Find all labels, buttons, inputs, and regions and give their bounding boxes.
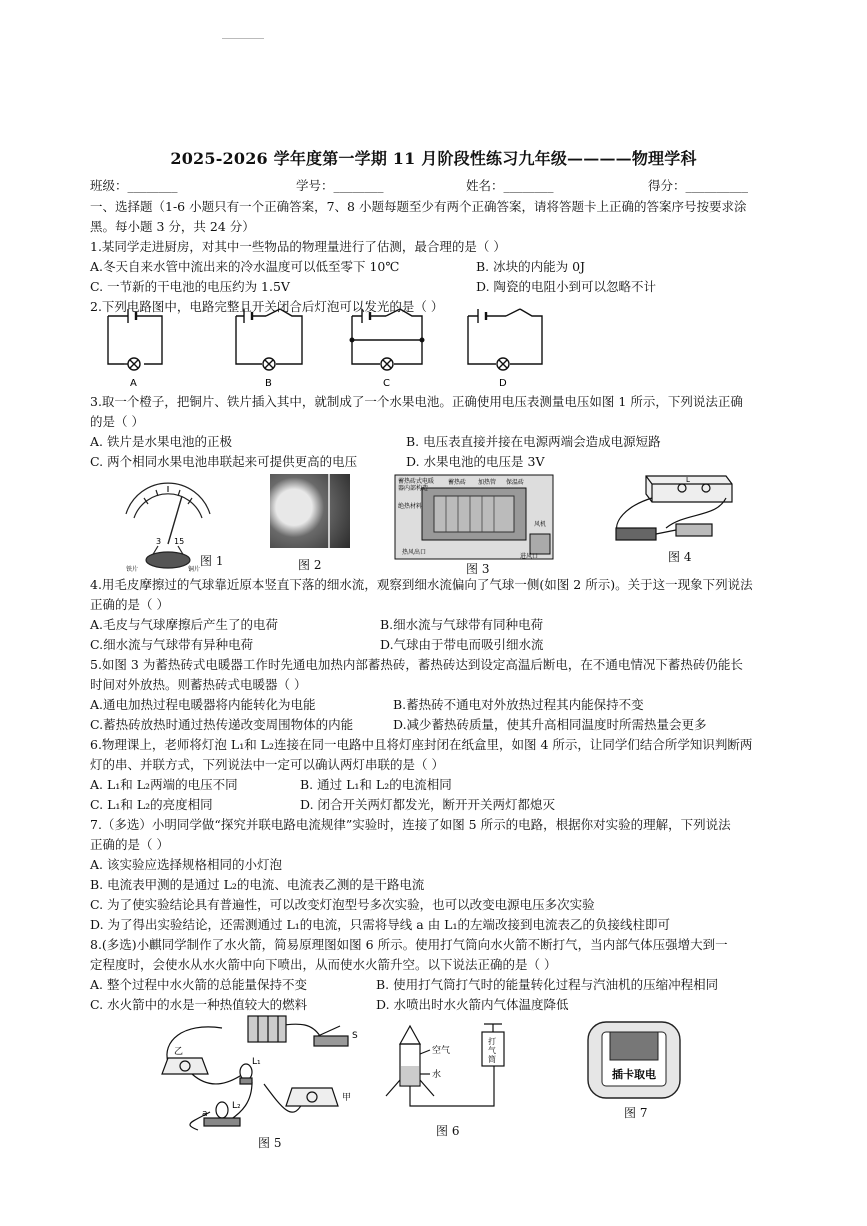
- q7-option-d: D. 为了得出实验结论，还需测通过 L₁的电流，只需将导线 a 由 L₁的左端改接到电流表乙的负接线柱即可: [90, 917, 670, 932]
- q6-option-b: B. 通过 L₁和 L₂的电流相同: [300, 777, 452, 792]
- q3-option-d: D. 水果电池的电压是 3V: [406, 454, 545, 469]
- fig3-title-line2: 器内部构造: [398, 485, 429, 492]
- q6-option-c: C. L₁和 L₂的亮度相同: [90, 797, 213, 812]
- q2-stem: 2.下列电路图中，电路完整且开关闭合后灯泡可以发光的是（ ）: [90, 299, 444, 314]
- q7-stem-cont: 正确的是（ ）: [90, 837, 169, 852]
- q5-option-b: B.蓄热砖不通电对外放热过程其内能保持不变: [393, 697, 644, 712]
- q4-option-c: C.细水流与气球带有异种电荷: [90, 637, 254, 652]
- svg-text:15: 15: [174, 537, 185, 546]
- fig1-iron-label: 铁片: [126, 566, 139, 573]
- q3-stem: 3.取一个橙子，把铜片、铁片插入其中，就制成了一个水果电池。正确使用电压表测量电压如图 1 所示，下列说法正确: [90, 394, 743, 409]
- figure-3-heater-diagram: [394, 474, 554, 560]
- figure-5-caption: 图 5: [258, 1136, 282, 1150]
- circuit-label-d: D: [499, 378, 507, 389]
- fig6-pump-label-1: 打: [488, 1037, 496, 1046]
- circuit-b: [236, 309, 302, 370]
- page-title: 2025-2026 学年度第一学期 11 月阶段性练习九年级————物理学科: [170, 149, 697, 168]
- figure-2-caption: 图 2: [298, 558, 322, 572]
- figure-6-caption: 图 6: [436, 1124, 460, 1138]
- fig5-bulb-l2: L₂: [232, 1101, 241, 1111]
- q4-option-d: D.气球由于带电而吸引细水流: [380, 637, 544, 652]
- q1-stem: 1.某同学走进厨房，对其中一些物品的物理量进行了估测，最合理的是（ ）: [90, 239, 506, 254]
- fig5-ammeter-yi: 乙: [174, 1047, 184, 1057]
- circuit-a: [108, 309, 162, 370]
- q1-option-c: C. 一节新的干电池的电压约为 1.5V: [90, 279, 290, 294]
- fig5-ammeter-jia: 甲: [342, 1093, 352, 1103]
- q6-stem: 6.物理课上，老师将灯泡 L₁和 L₂连接在同一电路中且将灯座封闭在纸盒里，如图 4 所示，让同学们结合所学知识判断两: [90, 737, 753, 752]
- circuit-label-a: A: [130, 378, 137, 389]
- circuit-d: [468, 309, 542, 370]
- circuit-c: [350, 309, 424, 370]
- circuit-label-b: B: [265, 378, 272, 389]
- top-scan-mark: [222, 38, 264, 39]
- fig6-air-label: 空气: [432, 1046, 451, 1056]
- figure-4-caption: 图 4: [668, 550, 692, 564]
- q8-option-d: D. 水喷出时水火箭内气体温度降低: [376, 997, 569, 1012]
- q7-stem: 7.（多选）小明同学做“探究并联电路电流规律”实验时，连接了如图 5 所示的电路，根据你对实验的理解，下列说法: [90, 817, 731, 832]
- figure-7-caption: 图 7: [624, 1106, 648, 1120]
- circuit-label-c: C: [383, 378, 390, 389]
- q5-option-c: C.蓄热砖放热时通过热传递改变周围物体的内能: [90, 717, 354, 732]
- fig3-fan-label: 风机: [534, 521, 547, 528]
- fig6-pump-label-3: 筒: [488, 1055, 496, 1064]
- fig3-brick-label: 蓄热砖: [448, 479, 467, 486]
- fig5-bulb-l1: L₁: [252, 1057, 261, 1067]
- q4-stem-cont: 正确的是（ ）: [90, 597, 169, 612]
- number-field-label: 学号：________: [296, 178, 384, 193]
- q5-stem-cont: 时间对外放热。则蓄热砖式电暖器（ ）: [90, 677, 307, 692]
- fig3-material-label: 绝热材料: [398, 503, 423, 510]
- figure-7-card-slot: [584, 1018, 684, 1102]
- q8-option-a: A. 整个过程中水火箭的总能量保持不变: [90, 977, 307, 992]
- q7-option-b: B. 电流表甲测的是通过 L₂的电流、电流表乙测的是干路电流: [90, 877, 425, 892]
- figure-1-caption: 图 1: [200, 554, 224, 568]
- q1-option-a: A.冬天自来水管中流出来的冷水温度可以低至零下 10℃: [90, 259, 400, 274]
- figure-3-caption: 图 3: [466, 562, 490, 576]
- svg-text:L: L: [686, 476, 690, 484]
- name-field-label: 姓名：________: [466, 178, 554, 193]
- fig7-card-label: 插卡取电: [612, 1068, 656, 1081]
- q5-option-a: A.通电加热过程电暖器将内能转化为电能: [90, 697, 316, 712]
- q4-option-b: B.细水流与气球带有同种电荷: [380, 617, 544, 632]
- q8-stem-cont: 定程度时，会使水从水火箭中向下喷出，从而使水火箭升空。以下说法正确的是（ ）: [90, 957, 557, 972]
- figure-4-sealed-box: [606, 468, 736, 550]
- q5-stem: 5.如图 3 为蓄热砖式电暖器工作时先通电加热内部蓄热砖，蓄热砖达到设定高温后断电，在不通电情况下蓄热砖仍能长: [90, 657, 743, 672]
- q8-option-c: C. 水火箭中的水是一种热值较大的燃料: [90, 997, 308, 1012]
- q3-option-b: B. 电压表直接并接在电源两端会造成电源短路: [406, 434, 661, 449]
- q7-option-a: A. 该实验应选择规格相同的小灯泡: [90, 857, 282, 872]
- section-heading: 一、选择题（1-6 小题只有一个正确答案，7、8 小题每题至少有两个正确答案，请将答题卡上正确的答案序号按要求涂: [90, 199, 747, 214]
- fig3-title-line1: 蓄热砖式电暖: [398, 478, 435, 485]
- fig5-switch-s: S: [352, 1031, 358, 1041]
- q4-option-a: A.毛皮与气球摩擦后产生了的电荷: [90, 617, 279, 632]
- figure-2-photo: [270, 474, 350, 548]
- q6-stem-cont: 灯的串、并联方式，下列说法中一定可以确认两灯串联的是（ ）: [90, 757, 444, 772]
- fig1-copper-label: 铜片: [188, 566, 201, 573]
- q7-option-c: C. 为了使实验结论具有普遍性，可以改变灯泡型号多次实验，也可以改变电源电压多次实验: [90, 897, 595, 912]
- q1-option-b: B. 冰块的内能为 0J: [476, 259, 586, 274]
- figure-5-parallel-circuit: [152, 1012, 372, 1138]
- fig6-pump-label-2: 气: [488, 1046, 496, 1055]
- q6-option-a: A. L₁和 L₂两端的电压不同: [90, 777, 238, 792]
- svg-text:3: 3: [156, 537, 162, 546]
- q2-circuit-diagrams: [96, 306, 566, 390]
- fig3-heater-label: 加热管: [478, 479, 497, 486]
- q8-option-b: B. 使用打气筒打气时的能量转化过程与汽油机的压缩冲程相同: [376, 977, 719, 992]
- q5-option-d: D.减少蓄热砖质量，使其升高相同温度时所需热量会更多: [393, 717, 707, 732]
- q3-stem-cont: 的是（ ）: [90, 414, 144, 429]
- q4-stem: 4.用毛皮摩擦过的气球靠近原本竖直下落的细水流，观察到细水流偏向了气球一侧(如图 2 所示)。关于这一现象下列说法: [90, 577, 753, 592]
- q1-option-d: D. 陶瓷的电阻小到可以忽略不计: [476, 279, 657, 294]
- class-field-label: 班级：________: [90, 178, 178, 193]
- section-heading-cont: 黑。每小题 3 分，共 24 分）: [90, 219, 255, 234]
- figure-6-water-rocket: [378, 1022, 528, 1122]
- q8-stem: 8.(多选)小麒同学制作了水火箭，简易原理图如图 6 所示。使用打气筒向水火箭不断打气，当内部气体压强增大到一: [90, 937, 728, 952]
- fig6-water-label: 水: [432, 1070, 442, 1080]
- fig5-wire-a: a: [202, 1109, 208, 1119]
- fig3-outlet-label: 热风出口: [402, 549, 427, 556]
- fig3-inlet-label: 进风口: [520, 553, 539, 560]
- score-field-label: 得分：__________: [648, 178, 749, 193]
- q3-option-a: A. 铁片是水果电池的正极: [90, 434, 232, 449]
- fig3-insulation-label: 保温砖: [506, 479, 525, 486]
- q3-option-c: C. 两个相同水果电池串联起来可提供更高的电压: [90, 454, 358, 469]
- q6-option-d: D. 闭合开关两灯都发光，断开开关两灯都熄灭: [300, 797, 556, 812]
